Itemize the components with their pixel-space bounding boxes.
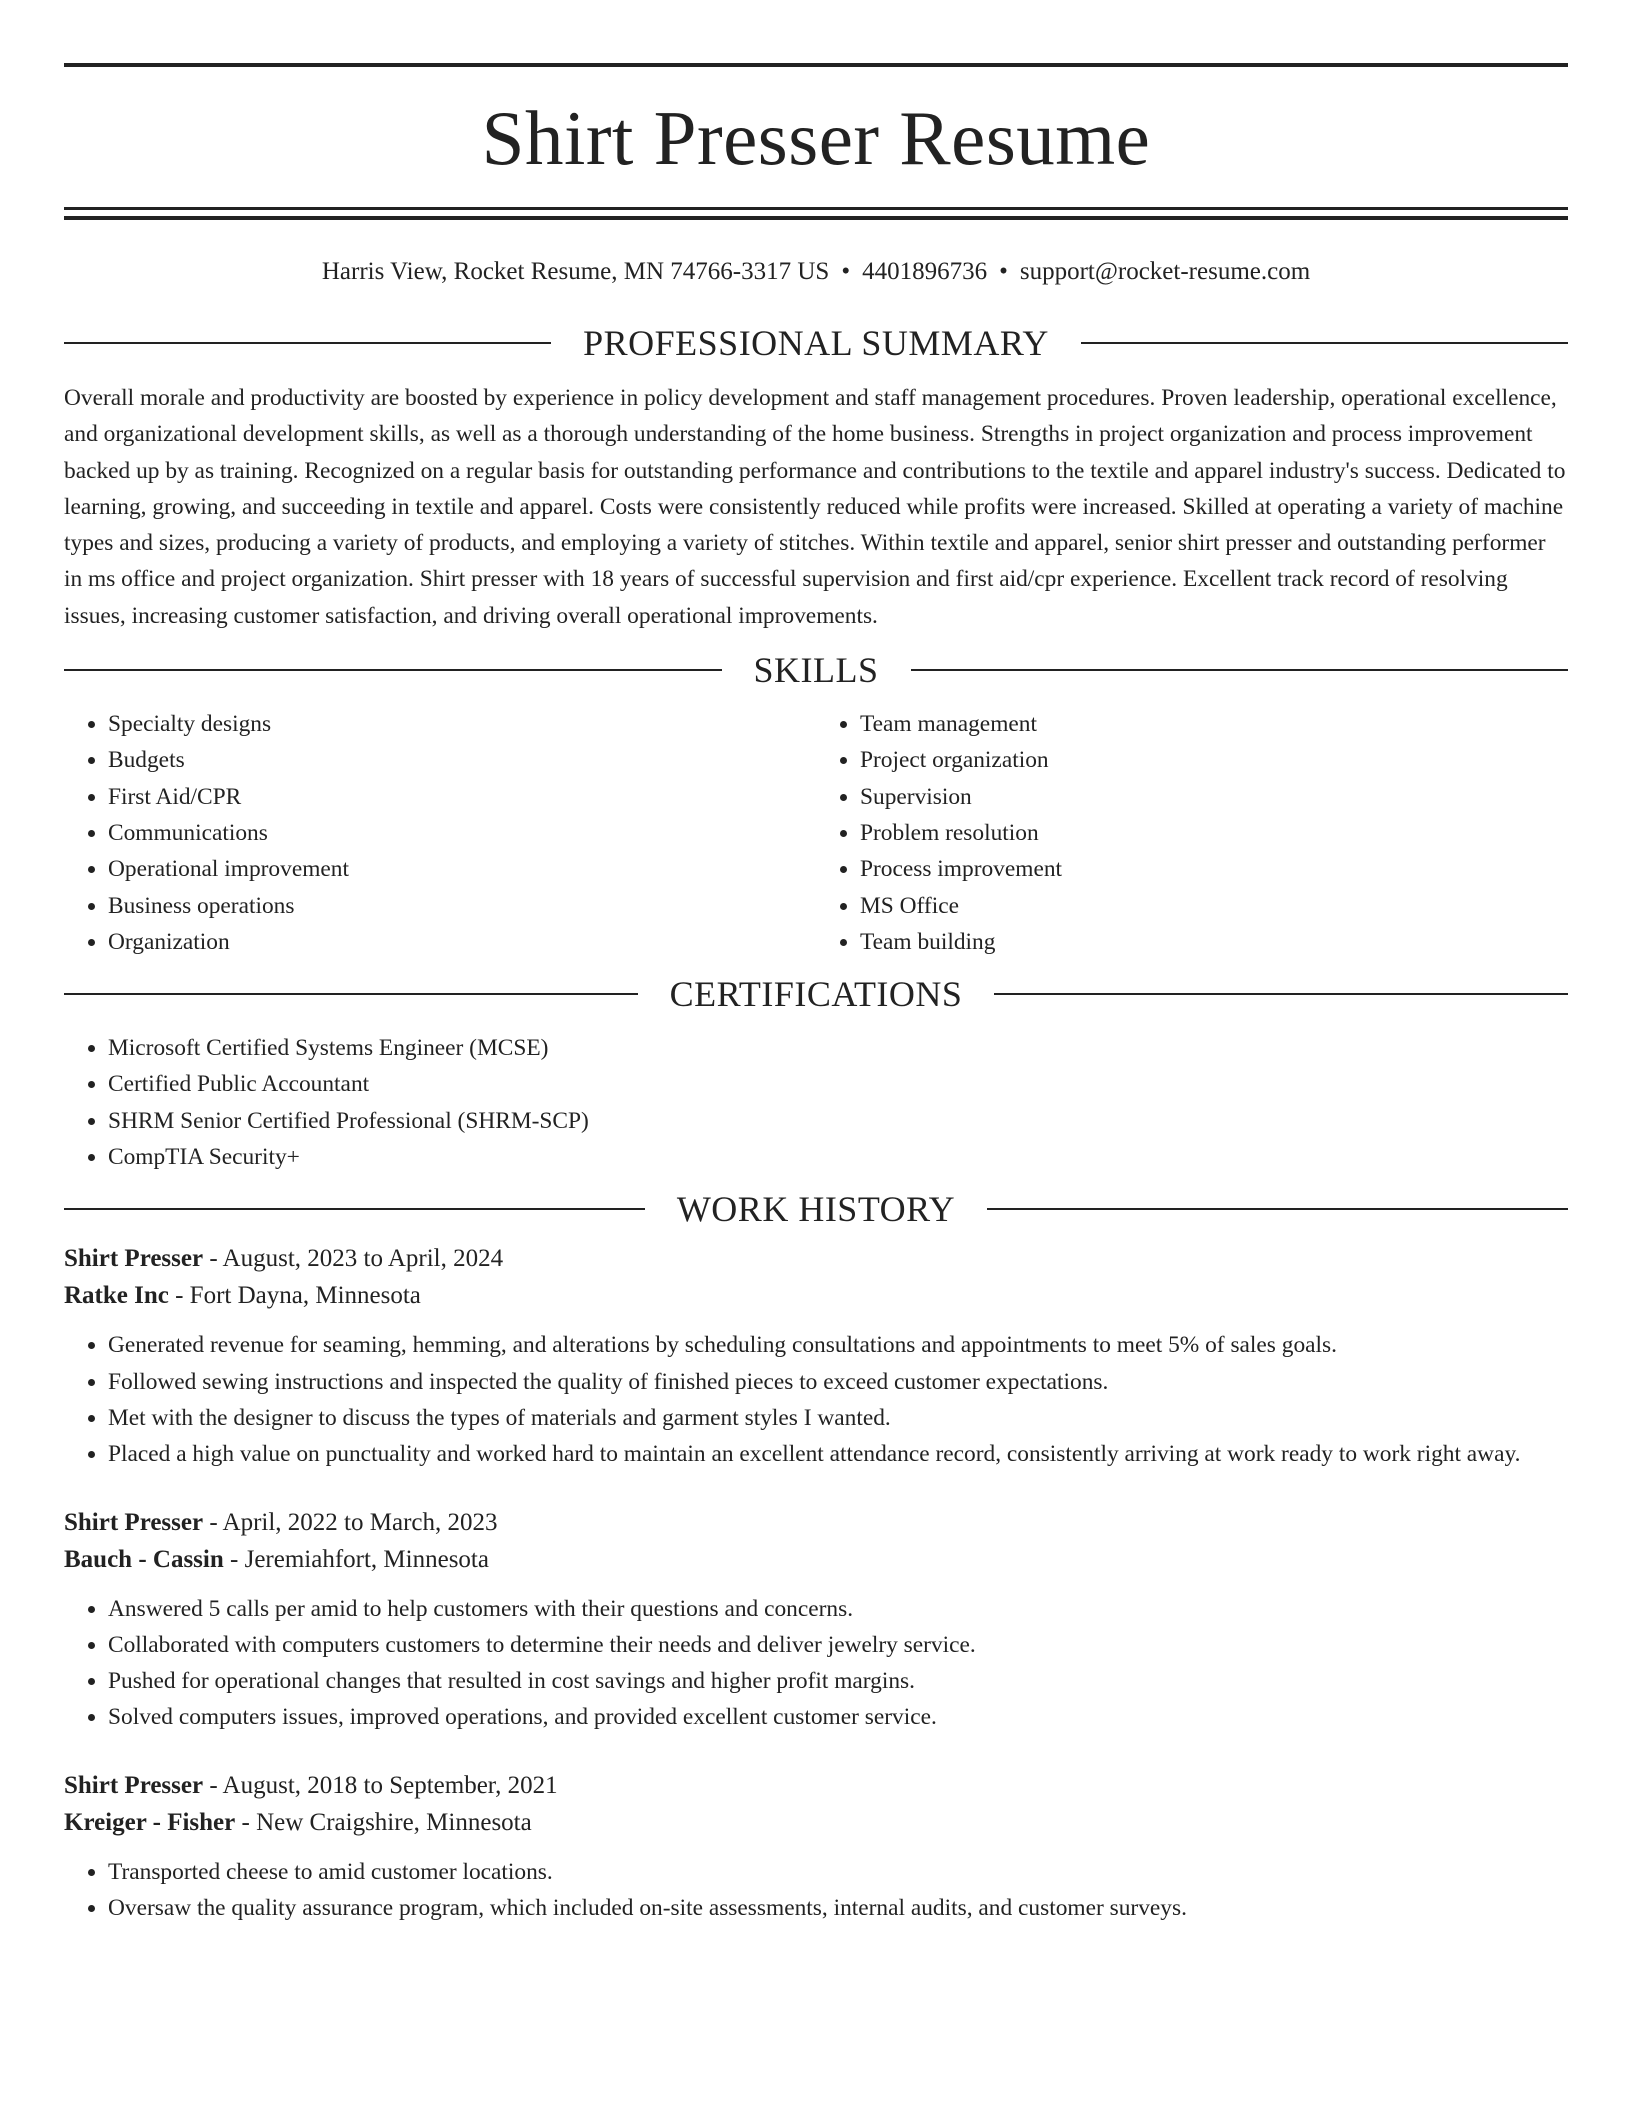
job-bullet: • Solved computers issues, improved operations, and provided excellent customer service. xyxy=(108,1699,1568,1735)
job-bullet: • Collaborated with computers customers to determine their needs and deliver jewelry service. xyxy=(108,1627,1568,1663)
skill-item: • First Aid/CPR xyxy=(108,779,816,815)
contact-address: Harris View, Rocket Resume, MN 74766-3317 US xyxy=(321,258,830,285)
job-bullets xyxy=(64,1854,1568,1927)
skills-list xyxy=(64,706,1568,960)
contact-separator: • xyxy=(841,258,851,285)
certification-item: • SHRM Senior Certified Professional (SHRM-SCP) xyxy=(108,1103,1568,1139)
job-dates: - August, 2023 to April, 2024 xyxy=(203,1245,504,1273)
job-title: Shirt Presser xyxy=(64,1245,204,1273)
contact-line xyxy=(64,256,1568,288)
contact-email: support@rocket-resume.com xyxy=(1019,258,1311,285)
certifications-list xyxy=(64,1030,1568,1175)
certification-item: • Certified Public Accountant xyxy=(108,1066,1568,1102)
skill-item: • Specialty designs xyxy=(108,706,816,742)
job-bullets xyxy=(64,1591,1568,1736)
certification-item: • Microsoft Certified Systems Engineer (MCSE) xyxy=(108,1030,1568,1066)
job-title: Shirt Presser xyxy=(64,1771,204,1799)
job-entry xyxy=(64,1507,1568,1736)
job-bullet: • Transported cheese to amid customer locations. xyxy=(108,1854,1568,1890)
job-dates: - April, 2022 to March, 2023 xyxy=(203,1508,498,1536)
job-company: Kreiger - Fisher xyxy=(64,1808,236,1836)
page-title: Shirt Presser Resume xyxy=(481,95,1151,181)
job-title: Shirt Presser xyxy=(64,1508,204,1536)
job-title-line xyxy=(64,1243,1568,1275)
job-location: - Jeremiahfort, Minnesota xyxy=(223,1545,489,1573)
job-company: Ratke Inc xyxy=(64,1282,169,1310)
skill-item: • Business operations xyxy=(108,888,816,924)
certification-item: • CompTIA Security+ xyxy=(108,1139,1568,1175)
job-location: - New Craigshire, Minnesota xyxy=(235,1808,532,1836)
skill-item: • Process improvement xyxy=(860,851,1568,887)
contact-separator: • xyxy=(999,258,1008,285)
job-company-line xyxy=(64,1807,1568,1839)
work-history-heading: WORK HISTORY xyxy=(64,1189,1568,1229)
job-title-line xyxy=(64,1507,1568,1539)
job-dates: - August, 2018 to September, 2021 xyxy=(203,1771,558,1799)
skill-item: • Team building xyxy=(860,924,1568,960)
job-title-line xyxy=(64,1770,1568,1802)
job-bullets xyxy=(64,1327,1568,1472)
skills-right-column xyxy=(816,706,1568,960)
certifications-heading: CERTIFICATIONS xyxy=(64,974,1568,1014)
work-history-list xyxy=(64,1243,1568,1926)
skill-item: • Budgets xyxy=(108,742,816,778)
job-bullet: • Placed a high value on punctuality and worked hard to maintain an excellent attendance record, consistently arriving at work ready to work right away. xyxy=(108,1436,1568,1472)
job-bullet: • Followed sewing instructions and inspected the quality of finished pieces to exceed customer expectations. xyxy=(108,1364,1568,1400)
skill-item: • Team management xyxy=(860,706,1568,742)
job-company: Bauch - Cassin xyxy=(64,1545,224,1573)
job-entry xyxy=(64,1770,1568,1927)
skill-item: • Supervision xyxy=(860,779,1568,815)
contact-phone: 4401896736 xyxy=(862,258,988,285)
title-double-rule xyxy=(64,207,1568,220)
skills-left-column xyxy=(64,706,816,960)
job-bullet: • Answered 5 calls per amid to help customers with their questions and concerns. xyxy=(108,1591,1568,1627)
skill-item: • Operational improvement xyxy=(108,851,816,887)
summary-text: Overall morale and productivity are boosted by experience in policy development and staff management procedures. Proven leadership, operational excellence, and organizational development skills, as well as a thorough understanding of the home business. Strengths in project organization and process improvement backed up by as training. Recognized on a regular basis for outstanding performance and contributions to the textile and apparel industry's success. Dedicated to learning, growing, and succeeding in textile and apparel. Costs were consistently reduced while profits were increased. Skilled at operating a variety of machine types and sizes, producing a variety of products, and employing a variety of stitches. Within textile and apparel, senior shirt presser and outstanding performer in ms office and project organization. Shirt presser with 18 years of successful supervision and first aid/cpr experience. Excellent track record of resolving issues, increasing customer satisfaction, and driving overall operational improvements. xyxy=(64,385,1566,629)
resume-page xyxy=(64,0,1568,1926)
skill-item: • Project organization xyxy=(860,742,1568,778)
job-location: - Fort Dayna, Minnesota xyxy=(168,1282,421,1310)
skill-item: • Problem resolution xyxy=(860,815,1568,851)
skill-item: • MS Office xyxy=(860,888,1568,924)
job-company-line xyxy=(64,1280,1568,1312)
summary-heading: PROFESSIONAL SUMMARY xyxy=(64,323,1568,363)
job-bullet: • Generated revenue for seaming, hemming, and alterations by scheduling consultations and appointments to meet 5% of sales goals. xyxy=(108,1327,1568,1363)
skill-item: • Communications xyxy=(108,815,816,851)
skills-heading: SKILLS xyxy=(64,650,1568,690)
job-bullet: • Pushed for operational changes that resulted in cost savings and higher profit margins. xyxy=(108,1663,1568,1699)
job-bullet: • Oversaw the quality assurance program, which included on-site assessments, internal audits, and customer surveys. xyxy=(108,1890,1568,1926)
job-entry xyxy=(64,1243,1568,1472)
job-bullet: • Met with the designer to discuss the types of materials and garment styles I wanted. xyxy=(108,1400,1568,1436)
skill-item: • Organization xyxy=(108,924,816,960)
job-company-line xyxy=(64,1544,1568,1576)
